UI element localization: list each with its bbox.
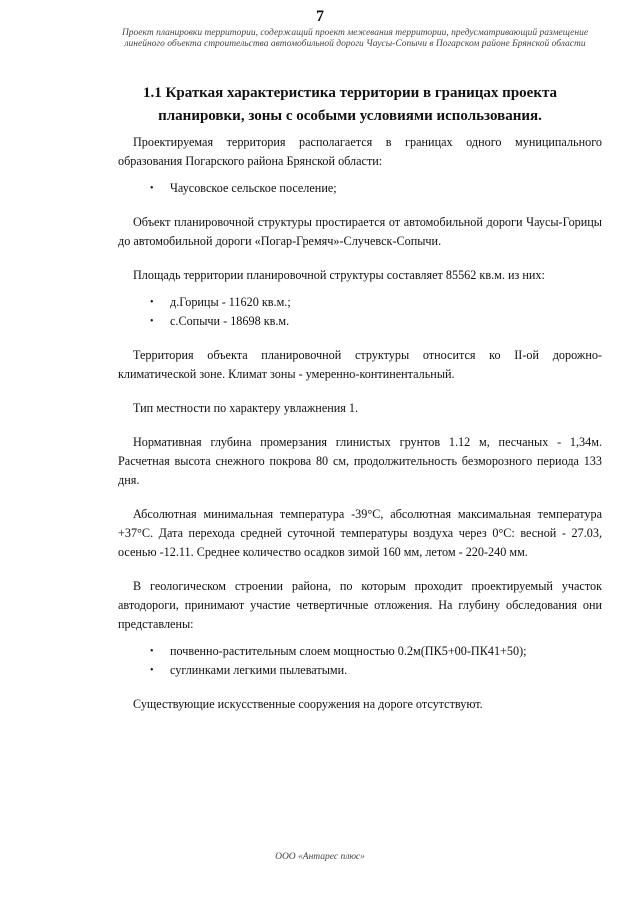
list-item: • почвенно-растительным слоем мощностью 0.2м(ПК5+00-ПК41+50);	[118, 642, 602, 661]
page-number: 7	[316, 8, 324, 25]
soil-list	[118, 642, 602, 680]
page-footer: ООО «Антарес плюс»	[275, 852, 365, 862]
paragraph-freezing-depth: Нормативная глубина промерзания глинистых грунтов 1.12 м, песчаных - 1,34м. Расчетная высота снежного покрова 80 см, продолжительность безморозного периода 133 дня.	[118, 435, 602, 487]
settlement-list	[118, 179, 602, 198]
bullet-icon: •	[150, 183, 154, 194]
bullet-icon: •	[150, 665, 154, 676]
bullet-icon: •	[150, 316, 154, 327]
paragraph-location: Проектируемая территория располагается в границах одного муниципального образования Погарского района Брянской области:	[118, 135, 602, 168]
paragraph-area: Площадь территории планировочной структуры составляет 85562 кв.м. из них:	[133, 268, 545, 282]
paragraph-moisture-type: Тип местности по характеру увлажнения 1.	[133, 401, 359, 415]
list-item: • суглинками легкими пылеватыми.	[118, 661, 602, 680]
paragraph-geology: В геологическом строении района, по которым проходит проектируемый участок автодороги, принимают участие четвертичные отложения. На глубину обследования они представлены:	[118, 579, 602, 631]
document-body	[118, 133, 602, 714]
section-title: 1.1 Краткая характеристика территории в границах проекта планировки, зоны с особыми условиями использования.	[142, 85, 558, 124]
paragraph-structures: Существующие искусственные сооружения на дороге отсутствуют.	[133, 697, 483, 711]
bullet-icon: •	[150, 297, 154, 308]
paragraph-temperature: Абсолютная минимальная температура -39°С, абсолютная максимальная температура +37°С. Дата перехода средней суточной температуры воздуха через 0°С: весной - 27.03, осенью -12.11. Среднее количество осадков зимой 160 мм, летом - 220-240 мм.	[118, 507, 602, 559]
list-item: • с.Сопычи - 18698 кв.м.	[118, 312, 602, 331]
list-item: • Чаусовское сельское поселение;	[118, 179, 602, 198]
running-header: Проект планировки территории, содержащий проект межевания территории, предусматривающий размещение линейного объекта строительства автомобильной дороги Чаусы-Сопычи в Погарском районе Брянской области	[121, 28, 589, 49]
bullet-icon: •	[150, 646, 154, 657]
area-list	[118, 293, 602, 331]
list-item: • д.Горицы - 11620 кв.м.;	[118, 293, 602, 312]
paragraph-extent: Объект планировочной структуры простирается от автомобильной дороги Чаусы-Горицы до автомобильной дороги «Погар-Гремяч»-Случевск-Сопычи.	[118, 215, 602, 248]
paragraph-climate-zone: Территория объекта планировочной структуры относится ко II-ой дорожно-климатической зоне. Климат зоны - умеренно-континентальный.	[118, 348, 602, 381]
